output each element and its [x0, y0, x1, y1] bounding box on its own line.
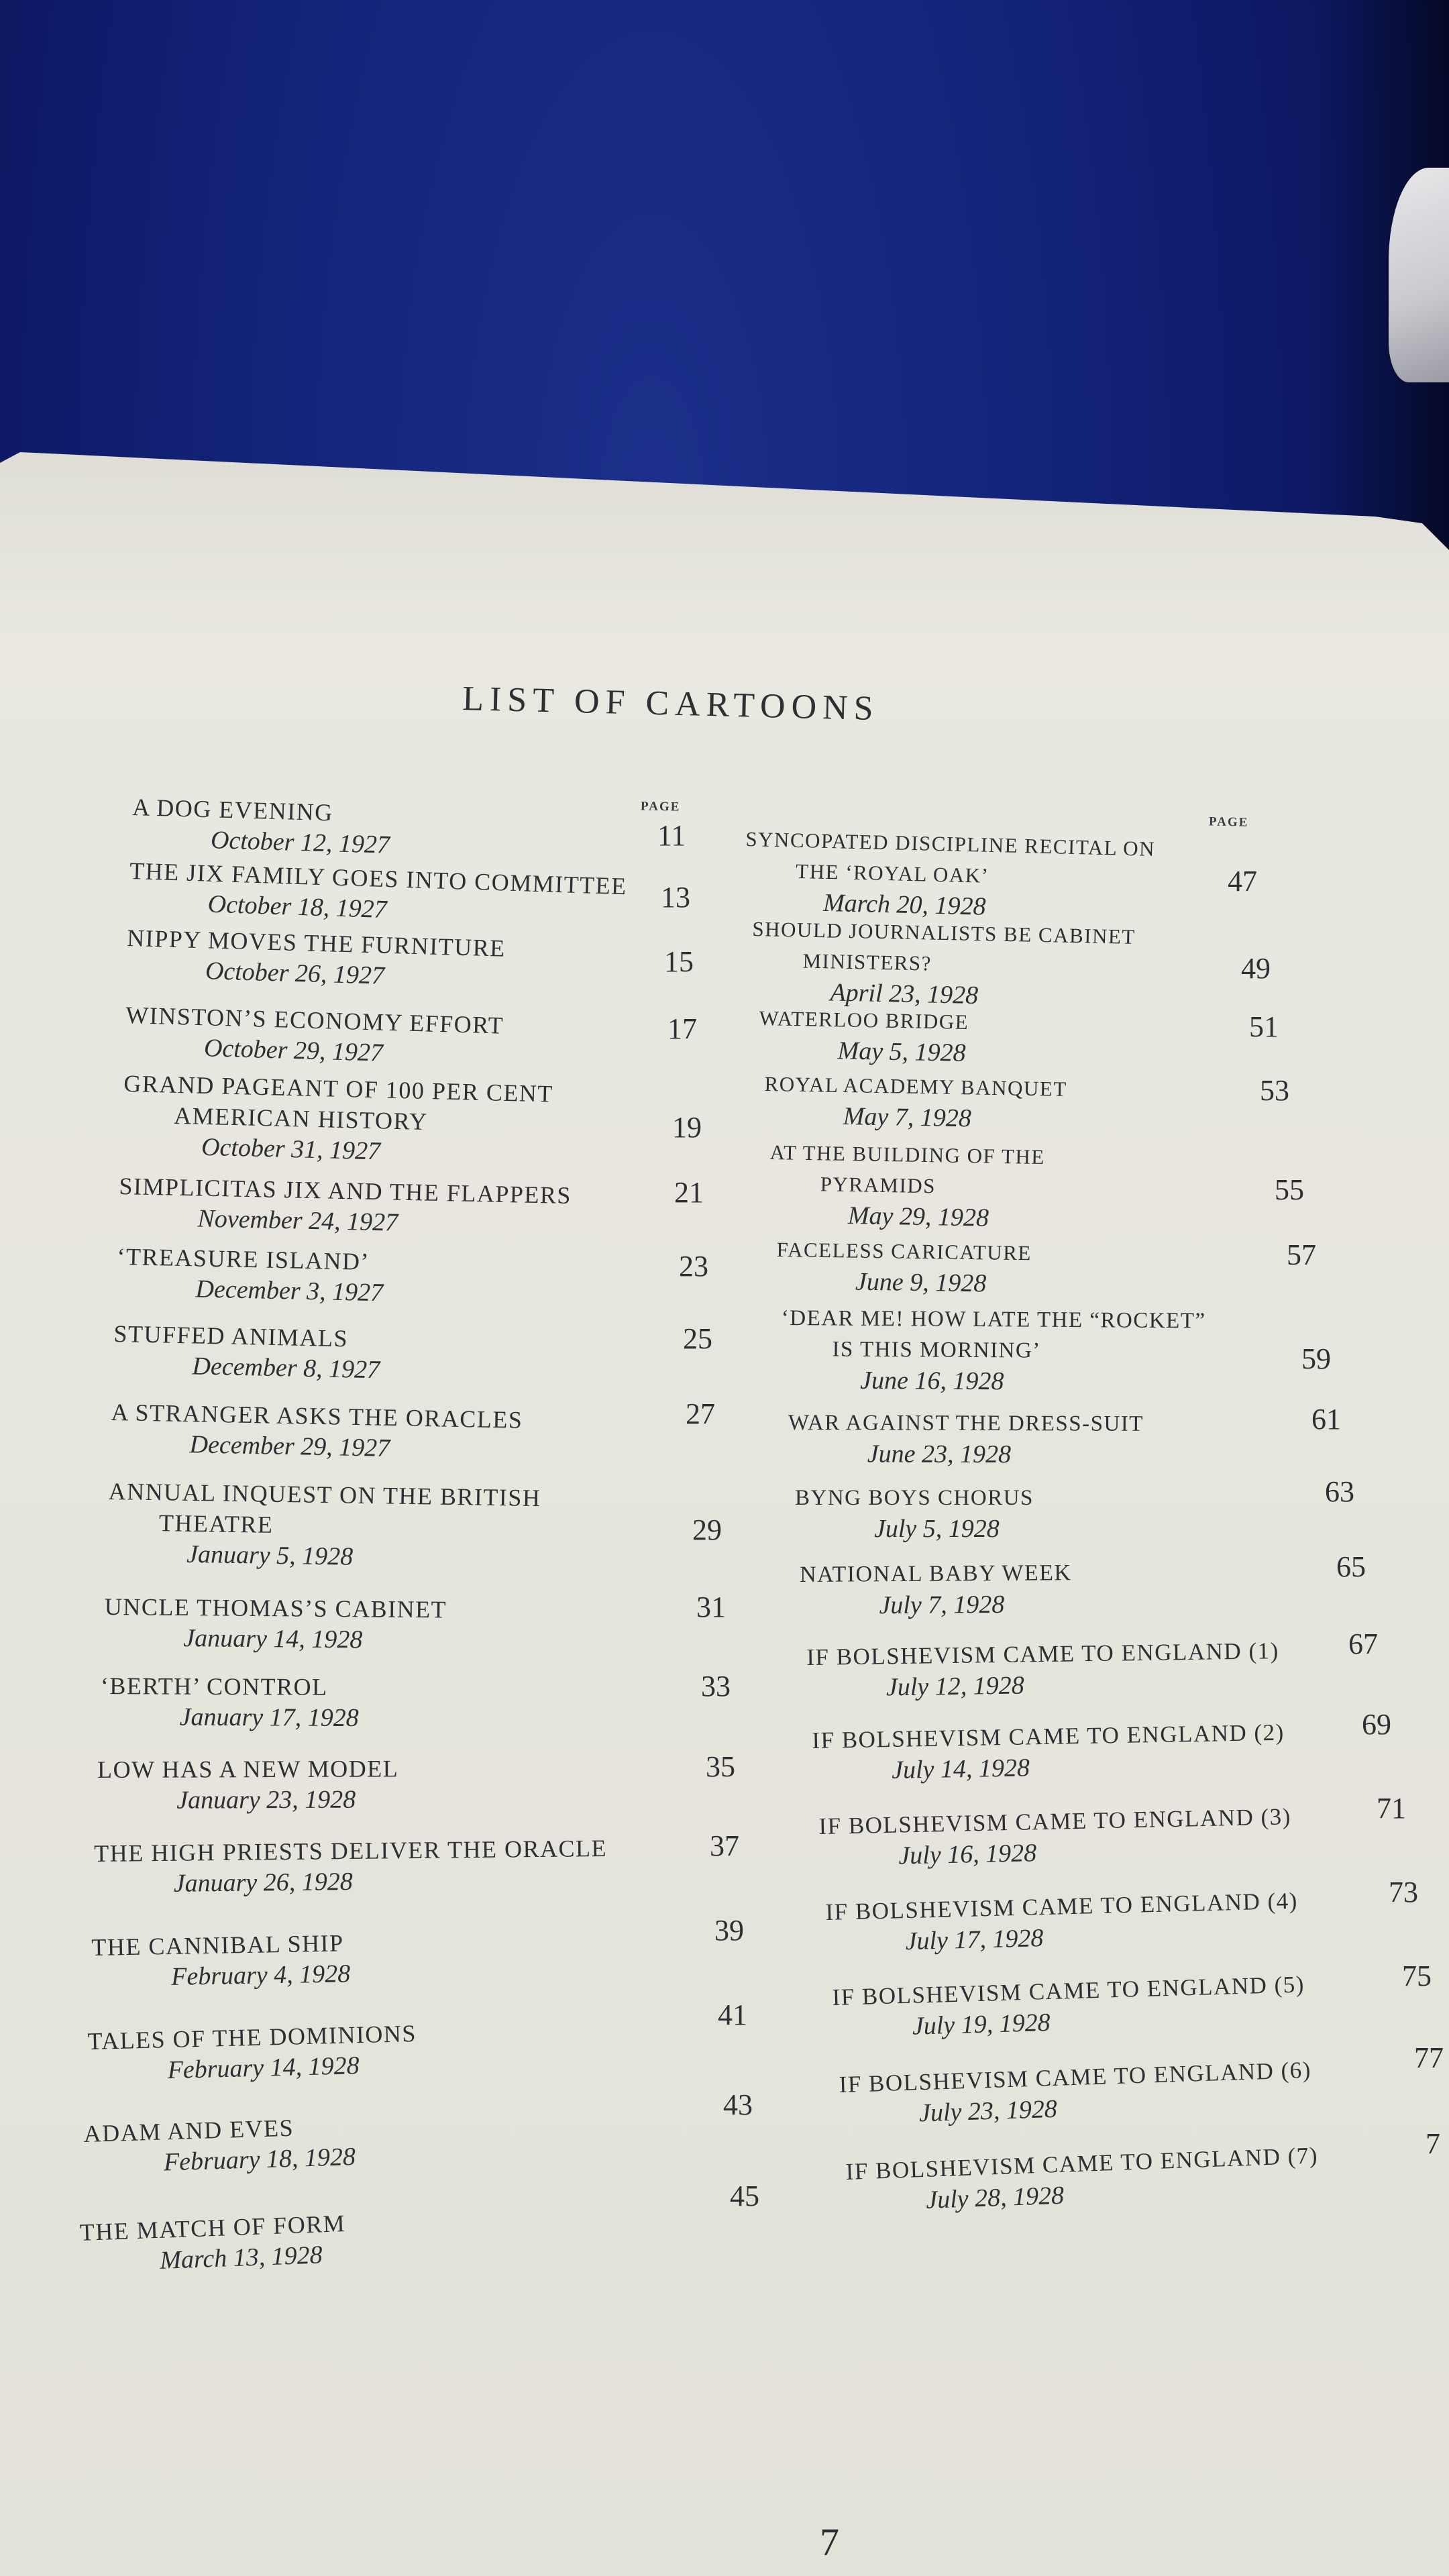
cartoon-entry: [839, 2055, 1313, 2131]
cartoon-page: 57: [1287, 1238, 1316, 1271]
cartoon-title: THE MATCH OF FORM: [79, 2210, 346, 2246]
cartoon-date: July 7, 1928: [879, 1590, 1005, 1620]
cartoon-page: 43: [723, 2088, 753, 2121]
cartoon-entry: [83, 2110, 356, 2180]
cartoon-page: 23: [679, 1250, 708, 1283]
cartoon-page: 35: [706, 1750, 735, 1783]
cartoon-entry: [128, 855, 627, 932]
cartoon-entry: [122, 1068, 554, 1171]
cartoon-date: January 14, 1928: [183, 1624, 363, 1654]
cartoon-entry: [118, 1171, 572, 1242]
cartoon-entry: [124, 1000, 504, 1072]
cartoon-page: 75: [1402, 1960, 1432, 1992]
cartoon-date: December 29, 1927: [189, 1430, 390, 1462]
cartoon-entry: [107, 1476, 541, 1575]
cartoon-title: A STRANGER ASKS THE ORACLES: [111, 1398, 523, 1434]
cartoon-page: 67: [1348, 1627, 1378, 1660]
cartoon-date: June 9, 1928: [855, 1267, 987, 1298]
cartoon-title: IF BOLSHEVISM CAME TO ENGLAND (5): [832, 1971, 1305, 2010]
cartoon-entry: [94, 1833, 608, 1900]
cartoon-date: February 14, 1928: [167, 2051, 360, 2085]
cartoon-date: June 16, 1928: [860, 1366, 1004, 1396]
cartoon-title: IF BOLSHEVISM CAME TO ENGLAND (3): [818, 1803, 1292, 1839]
cartoon-entry: [758, 1003, 969, 1069]
cartoon-date: May 7, 1928: [843, 1102, 972, 1133]
cartoon-title: LOW HAS A NEW MODEL: [97, 1755, 399, 1783]
cartoon-entry: [812, 1717, 1285, 1787]
cartoon-page: 19: [672, 1111, 702, 1144]
cartoon-date: July 23, 1928: [918, 2094, 1058, 2128]
cartoon-entry: [110, 1397, 523, 1466]
cartoon-entry: [751, 914, 1136, 1014]
cartoon-title: IF BOLSHEVISM CAME TO ENGLAND (6): [839, 2056, 1312, 2098]
cartoon-entry: [800, 1558, 1072, 1621]
cartoon-title: A DOG EVENING: [131, 793, 334, 826]
cartoon-title-line2: PYRAMIDS: [820, 1172, 936, 1198]
cartoon-title-line2: THE ‘ROYAL OAK’: [795, 859, 989, 888]
cartoon-date: July 16, 1928: [898, 1839, 1037, 1870]
cartoon-title: ANNUAL INQUEST ON THE BRITISH: [108, 1477, 541, 1512]
cartoon-entry: [825, 1886, 1299, 1959]
cartoon-entry: [818, 1801, 1292, 1873]
cartoon-entry: [776, 1234, 1032, 1299]
cartoon-title: IF BOLSHEVISM CAME TO ENGLAND (4): [825, 1887, 1299, 1925]
cartoon-page: 11: [657, 819, 686, 852]
cartoon-title: IF BOLSHEVISM CAME TO ENGLAND (7): [845, 2142, 1319, 2185]
cartoon-date: July 14, 1928: [891, 1754, 1030, 1784]
cartoon-date: January 26, 1928: [173, 1867, 353, 1898]
cartoon-entry: [788, 1407, 1144, 1470]
cartoon-date: October 12, 1927: [210, 826, 390, 859]
cartoon-title: UNCLE THOMAS’S CABINET: [104, 1593, 447, 1623]
cartoon-page: 65: [1336, 1550, 1366, 1583]
cartoon-title: SHOULD JOURNALISTS BE CABINET: [752, 916, 1136, 949]
cartoon-entry: [113, 1318, 380, 1385]
cartoon-date: June 23, 1928: [867, 1440, 1012, 1469]
cartoon-entry: [87, 2018, 418, 2088]
cartoon-page: 71: [1377, 1792, 1406, 1825]
cartoon-page: 49: [1241, 952, 1271, 985]
cartoon-title: ‘TREASURE ISLAND’: [117, 1242, 370, 1275]
cartoon-page: 33: [701, 1670, 731, 1703]
cartoon-page: 29: [692, 1513, 722, 1546]
page-number: 7: [820, 2520, 839, 2564]
cartoon-date: July 5, 1928: [874, 1515, 1000, 1543]
cartoon-title: ‘DEAR ME! HOW LATE THE “ROCKET”: [781, 1305, 1206, 1334]
cartoon-date: July 12, 1928: [885, 1671, 1025, 1702]
cartoon-title: AT THE BUILDING OF THE: [769, 1140, 1046, 1169]
page-column-header-left: PAGE: [640, 799, 681, 814]
cartoon-title: WATERLOO BRIDGE: [759, 1006, 969, 1034]
cartoon-title: WINSTON’S ECONOMY EFFORT: [125, 1001, 504, 1039]
cartoon-title: IF BOLSHEVISM CAME TO ENGLAND (1): [806, 1638, 1279, 1670]
cartoon-page: 31: [696, 1591, 726, 1623]
cartoon-entry: [769, 1137, 1046, 1234]
cartoon-title: SYNCOPATED DISCIPLINE RECITAL ON: [745, 826, 1156, 861]
cartoon-page: 73: [1389, 1876, 1418, 1909]
cartoon-entry: [845, 2140, 1320, 2218]
cartoon-date: May 29, 1928: [847, 1201, 989, 1232]
cartoon-date: October 18, 1927: [207, 890, 388, 924]
cartoon-title: SIMPLICITAS JIX AND THE FLAPPERS: [119, 1172, 572, 1210]
cartoon-title: ADAM AND EVES: [83, 2114, 294, 2147]
cartoon-entry: [131, 792, 390, 861]
cartoon-page: 47: [1228, 865, 1257, 898]
cartoon-title: FACELESS CARICATURE: [776, 1237, 1032, 1265]
cartoon-page: 7: [1426, 2127, 1440, 2160]
cartoon-page: 51: [1249, 1010, 1279, 1043]
cartoon-date: March 20, 1928: [822, 888, 987, 921]
page-title: LIST OF CARTOONS: [462, 679, 880, 729]
cartoon-page: 69: [1362, 1708, 1391, 1741]
cartoon-entry: [763, 1069, 1067, 1136]
cartoon-title: WAR AGAINST THE DRESS-SUIT: [788, 1411, 1144, 1436]
cartoon-title: THE CANNIBAL SHIP: [91, 1929, 344, 1961]
cartoon-title-line2: THEATRE: [158, 1509, 274, 1538]
cartoon-entry: [806, 1635, 1280, 1704]
cartoon-title: IF BOLSHEVISM CAME TO ENGLAND (2): [812, 1719, 1285, 1754]
cartoon-page: 27: [686, 1397, 715, 1430]
cartoon-date: February 4, 1928: [170, 1960, 351, 1991]
cartoon-page: 25: [683, 1322, 712, 1355]
cartoon-entry: [101, 1670, 360, 1733]
cartoon-entry: [116, 1241, 384, 1308]
cartoon-entry: [781, 1303, 1206, 1398]
cartoon-title: THE JIX FAMILY GOES INTO COMMITTEE: [129, 857, 628, 900]
cartoon-title: ‘BERTH’ CONTROL: [100, 1672, 328, 1701]
cartoon-title: ROYAL ACADEMY BANQUET: [764, 1071, 1068, 1101]
cartoon-date: January 5, 1928: [186, 1540, 354, 1571]
cartoon-page: 39: [714, 1914, 744, 1947]
cartoon-date: December 8, 1927: [192, 1352, 380, 1385]
cartoon-entry: [795, 1483, 1034, 1544]
cartoon-page: 59: [1301, 1342, 1331, 1375]
cartoon-date: April 23, 1928: [830, 978, 979, 1010]
cartoon-date: October 26, 1927: [205, 957, 385, 990]
cartoon-title-line2: MINISTERS?: [802, 949, 932, 975]
cartoon-title-line2: AMERICAN HISTORY: [173, 1102, 429, 1136]
cartoon-page: 37: [710, 1829, 739, 1862]
cartoon-date: January 17, 1928: [179, 1703, 359, 1733]
cartoon-entry: [125, 922, 506, 995]
cartoon-title: NATIONAL BABY WEEK: [800, 1560, 1072, 1587]
cartoon-page: 77: [1414, 2041, 1444, 2074]
cartoon-date: May 5, 1928: [837, 1036, 967, 1067]
cartoon-date: October 29, 1927: [203, 1034, 384, 1067]
cartoon-date: March 13, 1928: [159, 2241, 323, 2275]
cartoon-page: 55: [1275, 1173, 1304, 1206]
cartoon-title: THE HIGH PRIESTS DELIVER THE ORACLE: [94, 1834, 608, 1867]
cartoon-page: 21: [674, 1176, 704, 1209]
cartoon-page: 41: [718, 1998, 747, 2031]
cartoon-entry: [79, 2208, 347, 2279]
cartoon-date: November 24, 1927: [197, 1204, 398, 1237]
cartoon-entry: [97, 1753, 398, 1816]
cartoon-page: 45: [730, 2180, 759, 2212]
cartoon-date: December 3, 1927: [195, 1275, 384, 1307]
cartoon-date: July 19, 1928: [912, 2008, 1051, 2041]
cartoon-entry: [832, 1969, 1306, 2044]
cartoon-page: 17: [667, 1012, 697, 1045]
cartoon-title-line2: IS THIS MORNING’: [832, 1337, 1041, 1363]
cartoon-date: February 18, 1928: [163, 2142, 356, 2177]
page-column-header-right: PAGE: [1208, 814, 1249, 830]
cartoon-title: GRAND PAGEANT OF 100 PER CENT: [123, 1069, 554, 1108]
cartoon-entry: [104, 1591, 447, 1656]
cartoon-entry: [744, 824, 1156, 926]
cartoon-date: July 28, 1928: [925, 2181, 1065, 2214]
cartoon-entry: [91, 1927, 351, 1994]
cartoon-date: January 23, 1928: [176, 1785, 356, 1815]
cartoon-date: October 31, 1927: [201, 1132, 381, 1166]
cartoon-page: 13: [661, 881, 690, 914]
cartoon-date: July 17, 1928: [905, 1924, 1044, 1956]
cartoon-page: 15: [664, 945, 694, 978]
cartoon-title: STUFFED ANIMALS: [113, 1320, 349, 1352]
cartoon-page: 63: [1325, 1475, 1354, 1508]
cartoon-page: 61: [1311, 1403, 1341, 1436]
cartoon-title: NIPPY MOVES THE FURNITURE: [126, 924, 506, 962]
cartoon-title: BYNG BOYS CHORUS: [795, 1486, 1034, 1510]
cartoon-title: TALES OF THE DOMINIONS: [87, 2020, 417, 2055]
cartoon-page: 53: [1260, 1074, 1289, 1107]
